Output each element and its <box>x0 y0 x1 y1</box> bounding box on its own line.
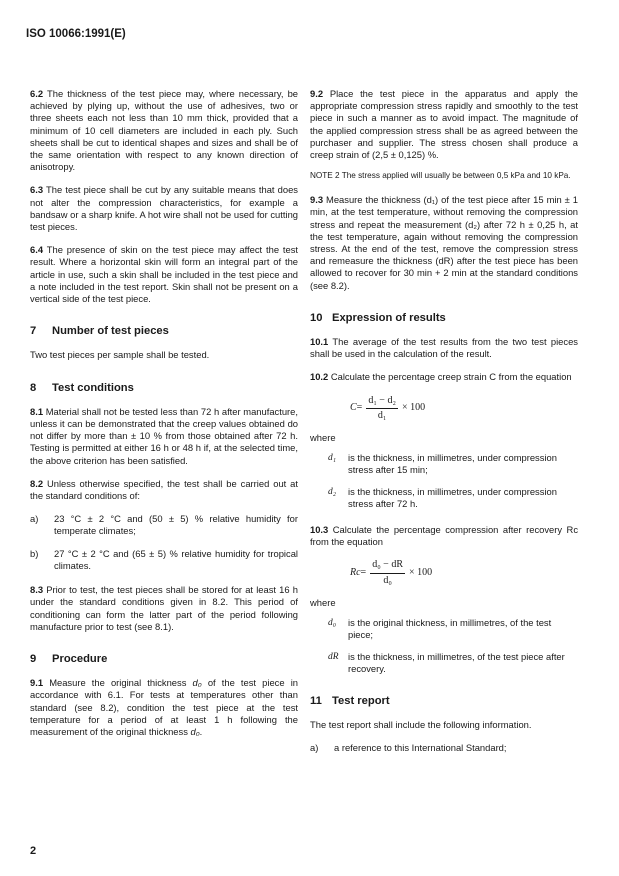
clause-text: The test report shall include the following information. <box>310 719 532 731</box>
clause-7 <box>30 349 298 361</box>
equation-numerator: d₀ − dR <box>370 559 405 573</box>
definition-item <box>328 617 578 641</box>
clause-number: 6.4 <box>30 244 44 256</box>
equation-numerator: d₁ − d₂ <box>366 395 398 409</box>
clause-number: 10.2 <box>310 371 329 383</box>
section-number: 11 <box>310 694 322 707</box>
clause-8-3 <box>30 584 298 633</box>
document-id: ISO 10066:1991(E) <box>26 28 126 40</box>
section-9-heading <box>30 653 298 665</box>
clause-number: 6.3 <box>30 184 44 196</box>
where-label: where <box>310 596 336 608</box>
section-title: Procedure <box>52 652 108 665</box>
definition-item <box>328 486 578 510</box>
clause-text: Calculate the percentage compression after recovery Rc from the equation <box>310 524 579 548</box>
clause-text: . <box>199 725 203 737</box>
list-text: 27 °C ± 2 °C and (65 ± 5) % relative humidity for tropical climates. <box>54 547 298 571</box>
clause-text: Material shall not be tested less than 72 h after manufacture, unless it can be demonstrated that the creep values obtained do not differ by more than ± 10 % from those obtained after 72 h. Testing is permitted at either 16 h or 48 h if, at the selected time, the above criterion has been satisfied. <box>30 405 298 466</box>
clause-6-4 <box>30 244 298 305</box>
left-column <box>30 88 298 749</box>
clause-text: Calculate the percentage creep strain C from the equation <box>330 371 572 383</box>
page-number: 2 <box>30 845 37 857</box>
list-text: 23 °C ± 2 °C and (50 ± 5) % relative humidity for temperate climates; <box>54 513 298 537</box>
clause-text: Place the test piece in the apparatus and apply the appropriate compression stress rapidly and smoothly to the test piece in such a manner as to avoid impact. The magnitude of the applied compression stress shall be as agreed between the purchaser and supplier. The stress chosen shall produce a creep strain of (2,5 ± 0,125) %. <box>310 88 579 161</box>
clause-8-1 <box>30 406 298 467</box>
clause-number: 9.2 <box>310 88 324 99</box>
clause-10-2 <box>310 371 578 383</box>
section-number: 8 <box>30 381 37 394</box>
section-title: Expression of results <box>332 311 446 324</box>
definition-symbol: d₂ <box>328 486 336 497</box>
definition-symbol: d₁ <box>328 453 336 464</box>
section-title: Test conditions <box>52 381 134 394</box>
section-8-heading <box>30 382 298 394</box>
definition-text: is the thickness, in millimetres, under compression stress after 15 min; <box>348 452 557 476</box>
clause-text: Measure the thickness (d₁) of the test piece after 15 min ± 1 min, at the test temperature, without removing the compression stress and repeat the measurement (d₂) after 72 h ± 0,25 h, at the test temperature, again without removing the compression stress. At the end of the test, remove the compression stress and remeasure the thickness (dR) after the test piece has been allowed to recover for 30 min + 2 min at the standard conditions (see 8.2). <box>310 194 578 291</box>
section-number: 10 <box>310 311 323 324</box>
equation-equals: = <box>356 402 363 414</box>
definition-text: is the thickness, in millimetres, of the test piece after recovery. <box>348 650 565 674</box>
clause-text: The test piece shall be cut by any suitable means that does not alter the compression characteristics, for example a bandsaw or a sharp knife. A hot wire shall not be used for cutting test pieces. <box>30 184 298 233</box>
equation-compression-recovery <box>350 559 578 586</box>
clause-text: Two test pieces per sample shall be tested. <box>30 349 210 361</box>
clause-number: 8.3 <box>30 584 44 596</box>
clause-number: 8.1 <box>30 405 44 417</box>
right-column <box>310 88 578 765</box>
definition-text: is the thickness, in millimetres, under compression stress after 72 h. <box>348 485 557 509</box>
equation-denominator: d₀ <box>383 574 392 586</box>
section-10-heading <box>310 312 578 324</box>
note-2: NOTE 2 The stress applied will usually be between 0,5 kPa and 10 kPa. <box>310 171 571 181</box>
clause-9-2 <box>310 88 578 161</box>
list-item <box>310 742 578 754</box>
clause-text: The presence of skin on the test piece may affect the test result. Where a horizontal skin will form an integral part of the article in use, such a skin shall be included in the test piece and a note included in the test report. Skin shall not be present on a vertical side of the test piece. <box>30 244 299 305</box>
definition-symbol: dR <box>328 651 339 662</box>
clause-11 <box>310 719 578 731</box>
section-number: 9 <box>30 652 37 665</box>
equation-multiplier: × 100 <box>408 567 433 579</box>
list-label: a) <box>310 742 319 754</box>
symbol-d0: d₀ <box>190 725 200 737</box>
section-title: Test report <box>332 694 390 707</box>
clause-8-2 <box>30 478 298 502</box>
list-text: a reference to this International Standard; <box>334 742 507 754</box>
clause-text: Prior to test, the test pieces shall be stored for at least 16 h under the standard conditions given in 8.2. This period of conditioning can form the latter part of the period following manufacture prior to test (see 8.1). <box>30 584 298 632</box>
clause-6-3 <box>30 184 298 233</box>
clause-9-1 <box>30 677 298 738</box>
clause-text: The average of the test results from the two test pieces shall be used in the calculation of the result. <box>310 336 578 360</box>
clause-text: Unless otherwise specified, the test shall be carried out at the standard conditions of: <box>30 477 298 502</box>
equation-fraction <box>366 395 398 422</box>
equation-equals: = <box>360 567 367 579</box>
equation-multiplier: × 100 <box>401 402 426 414</box>
equation-lhs: C <box>350 402 357 414</box>
clause-text: The thickness of the test piece may, where necessary, be achieved by plying up, without the use of adhesives, two or three sheets each not less than 10 mm thick, provided that a minimum of 10 cell diameters are included in each ply. Such sheets shall be cut to identical shapes and sizes and shall be of the same orientation with respect to any known direction of anisotropy. <box>30 88 298 173</box>
equation-fraction <box>370 559 405 586</box>
definition-symbol: d₀ <box>328 618 336 629</box>
equation-denominator: d₁ <box>377 409 387 421</box>
clause-number: 8.2 <box>30 477 44 489</box>
clause-number: 9.1 <box>30 677 44 689</box>
section-7-heading <box>30 325 298 337</box>
clause-number: 9.3 <box>310 194 324 206</box>
list-item <box>30 548 298 572</box>
list-item <box>30 513 298 537</box>
clause-number: 10.1 <box>310 336 329 348</box>
clause-text: of the test piece in accordance with 6.1. For tests at temperatures other than standard (see 8.2), condition the test piece at the test temperature for a period of at least 1 h following the measurement of the original thickness <box>30 677 298 737</box>
equation-lhs: Rc <box>350 567 361 579</box>
clause-6-2 <box>30 88 298 173</box>
section-title: Number of test pieces <box>52 325 169 338</box>
symbol-d0: d₀ <box>192 677 202 689</box>
clause-number: 6.2 <box>30 88 44 99</box>
definition-item <box>328 452 578 476</box>
clause-number: 10.3 <box>310 524 329 536</box>
section-number: 7 <box>30 325 37 338</box>
definition-text: is the original thickness, in millimetres, of the test piece; <box>348 617 552 641</box>
equation-creep-strain <box>350 395 578 422</box>
list-label: b) <box>30 547 39 559</box>
section-11-heading <box>310 695 578 707</box>
list-label: a) <box>30 513 39 525</box>
where-label: where <box>310 432 336 444</box>
definition-item <box>328 651 578 675</box>
clause-9-3 <box>310 194 578 292</box>
clause-10-1 <box>310 336 578 360</box>
clause-10-3 <box>310 524 578 548</box>
clause-text: Measure the original thickness <box>49 677 193 689</box>
